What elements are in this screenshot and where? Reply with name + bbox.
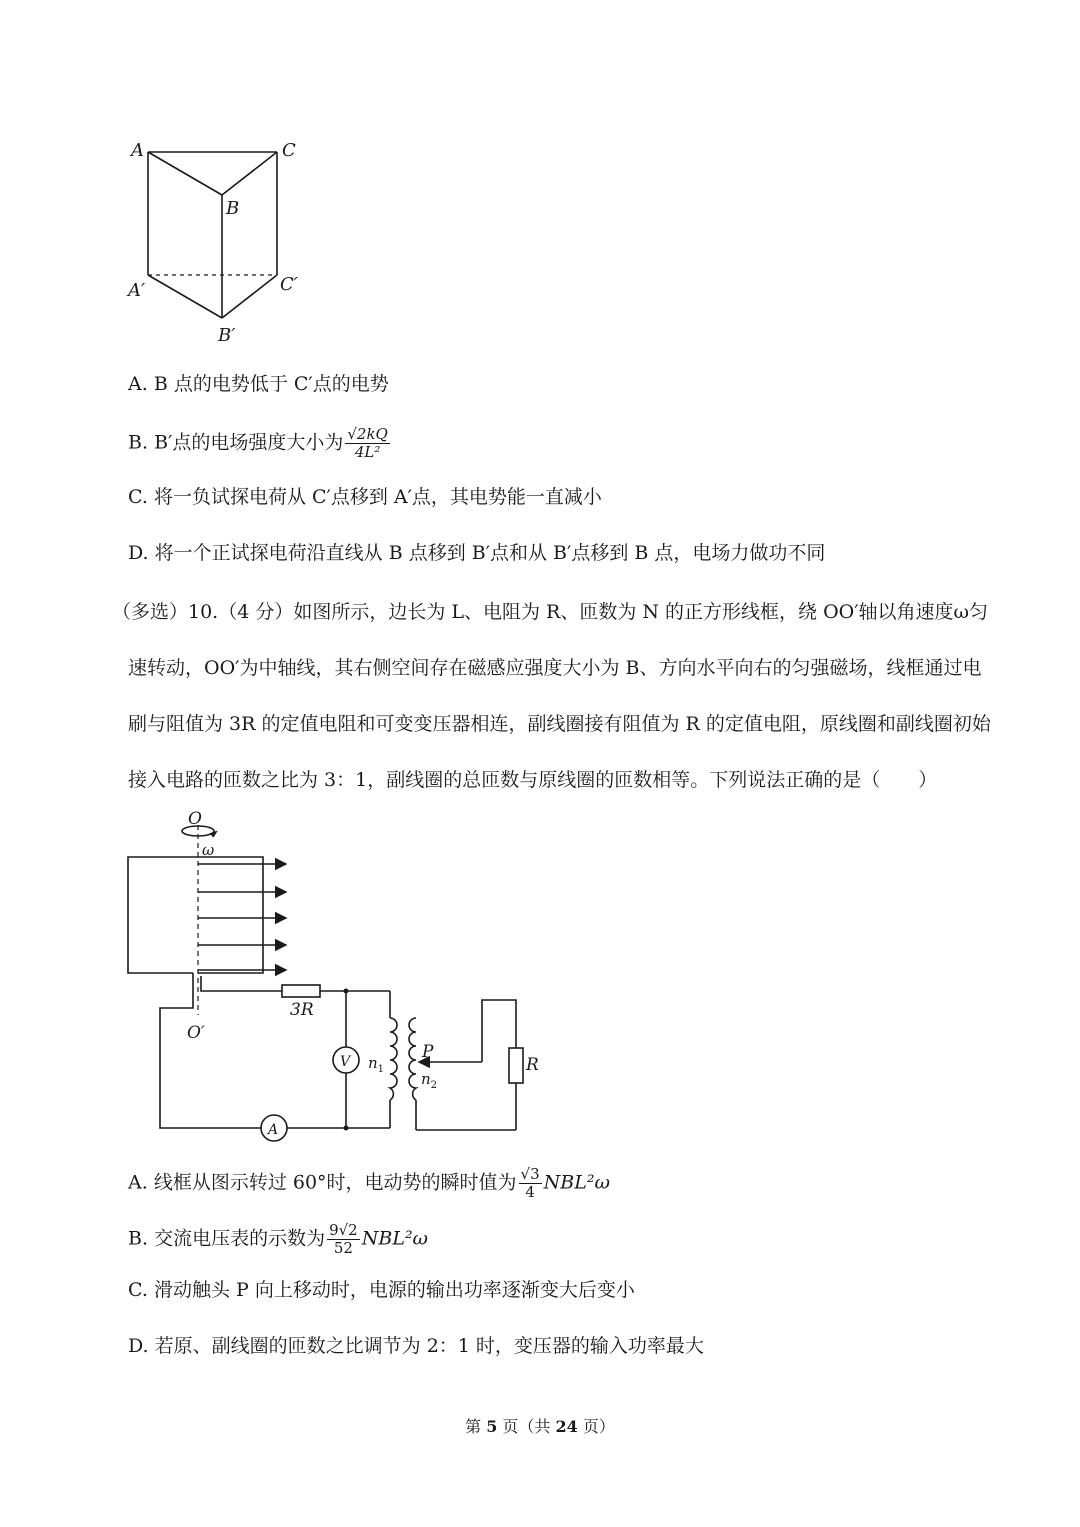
option-text: 将一个正试探电荷沿直线从 B 点移到 B′点和从 B′点移到 B 点，电场力做功不同	[154, 542, 826, 564]
label-O: O	[188, 809, 202, 829]
fraction-denominator: 4L²	[354, 443, 381, 461]
option-text: 将一负试探电荷从 C′点移到 A′点，其电势能一直减小	[153, 486, 602, 508]
option-letter: A.	[128, 373, 148, 395]
footer-post: 页）	[577, 1417, 615, 1436]
option-letter: B.	[128, 1227, 149, 1250]
fraction-denominator: 4	[525, 1183, 535, 1201]
page-number: 5	[486, 1417, 498, 1436]
brush-lead-left	[160, 973, 261, 1128]
page-footer	[0, 1414, 1080, 1437]
label-P: P	[422, 1042, 434, 1062]
label-A: A	[131, 140, 144, 161]
option-letter: C.	[128, 486, 148, 508]
option-text: B′点的电场强度大小为	[154, 431, 344, 454]
option-text: 线框从图示转过 60°时，电动势的瞬时值为	[153, 1171, 517, 1194]
q10-stem	[112, 584, 992, 808]
q10-option-b	[128, 1222, 428, 1257]
label-n2: $n_2$	[421, 1070, 438, 1091]
label-omega: ω	[202, 841, 215, 859]
q9-option-d	[128, 538, 825, 568]
primary-coil	[390, 1018, 397, 1100]
resistor-3R	[282, 985, 320, 997]
edge-A1B1	[148, 275, 222, 318]
option-text: 滑动触头 P 向上移动时，电源的输出功率逐渐变大后变小	[153, 1279, 635, 1301]
label-A1: A′	[128, 280, 146, 301]
label-R: R	[526, 1055, 539, 1075]
q10-option-d	[128, 1331, 704, 1361]
edge-AB	[148, 152, 222, 195]
coil-frame	[128, 857, 263, 973]
option-letter: D.	[128, 542, 149, 564]
label-3R: 3R	[290, 1000, 314, 1020]
q10-line-4: 接入电路的匝数之比为 3：1，副线圈的总匝数与原线圈的匝数相等。下列说法正确的是（ ）	[128, 769, 938, 791]
option-text: 交流电压表的示数为	[154, 1227, 326, 1250]
q10-option-a	[128, 1166, 610, 1201]
label-n1: $n_1$	[368, 1054, 385, 1075]
label-B: B	[226, 198, 240, 219]
label-A: A	[268, 1122, 279, 1138]
fraction	[345, 426, 390, 461]
circuit-figure	[110, 800, 550, 1150]
option-letter: D.	[128, 1335, 149, 1357]
q9-option-b	[128, 426, 392, 461]
edge-C1B1	[222, 275, 277, 318]
edge-CB	[222, 152, 277, 195]
q9-option-a	[128, 369, 389, 399]
q10-line-3: 刷与阻值为 3R 的定值电阻和可变变压器相连，副线圈接有阻值为 R 的定值电阻，原线圈和副线圈初始	[128, 713, 991, 735]
q10-line-2: 速转动，OO′为中轴线，其右侧空间存在磁感应强度大小为 B、方向水平向右的匀强磁场，线框通过电	[128, 657, 982, 679]
option-letter: A.	[128, 1171, 148, 1194]
fraction-numerator: √3	[520, 1165, 540, 1183]
q10-line-1: （多选）10.（4 分）如图所示，边长为 L、电阻为 R、匝数为 N 的正方形线框，绕 OO′轴以角速度ω匀	[112, 601, 989, 623]
label-C1: C′	[280, 274, 298, 295]
q9-option-c	[128, 482, 602, 512]
option-letter: B.	[128, 431, 149, 454]
label-V: V	[340, 1054, 351, 1070]
fraction	[519, 1166, 542, 1201]
fraction-numerator: √2kQ	[347, 425, 388, 443]
magnetic-field-arrows	[198, 864, 286, 970]
secondary-coil	[409, 1018, 416, 1100]
option-formula: NBL²ω	[543, 1171, 610, 1194]
page-total: 24	[555, 1417, 578, 1436]
option-letter: C.	[128, 1279, 148, 1301]
fraction-numerator: 9√2	[329, 1221, 358, 1239]
fraction-denominator: 52	[333, 1239, 353, 1257]
option-text: 若原、副线圈的匝数之比调节为 2：1 时，变压器的输入功率最大	[154, 1335, 704, 1357]
prism-figure	[120, 135, 320, 350]
label-C: C	[282, 140, 296, 161]
fraction	[327, 1222, 360, 1257]
option-text: B 点的电势低于 C′点的电势	[153, 373, 389, 395]
label-O1: O′	[187, 1023, 205, 1043]
brush-lead-right	[201, 976, 282, 991]
label-B1: B′	[218, 325, 236, 346]
footer-mid: 页（共	[497, 1417, 556, 1436]
resistor-R	[509, 1048, 523, 1083]
option-formula: NBL²ω	[361, 1227, 429, 1250]
q10-option-c	[128, 1275, 635, 1305]
footer-pre: 第	[465, 1417, 487, 1436]
